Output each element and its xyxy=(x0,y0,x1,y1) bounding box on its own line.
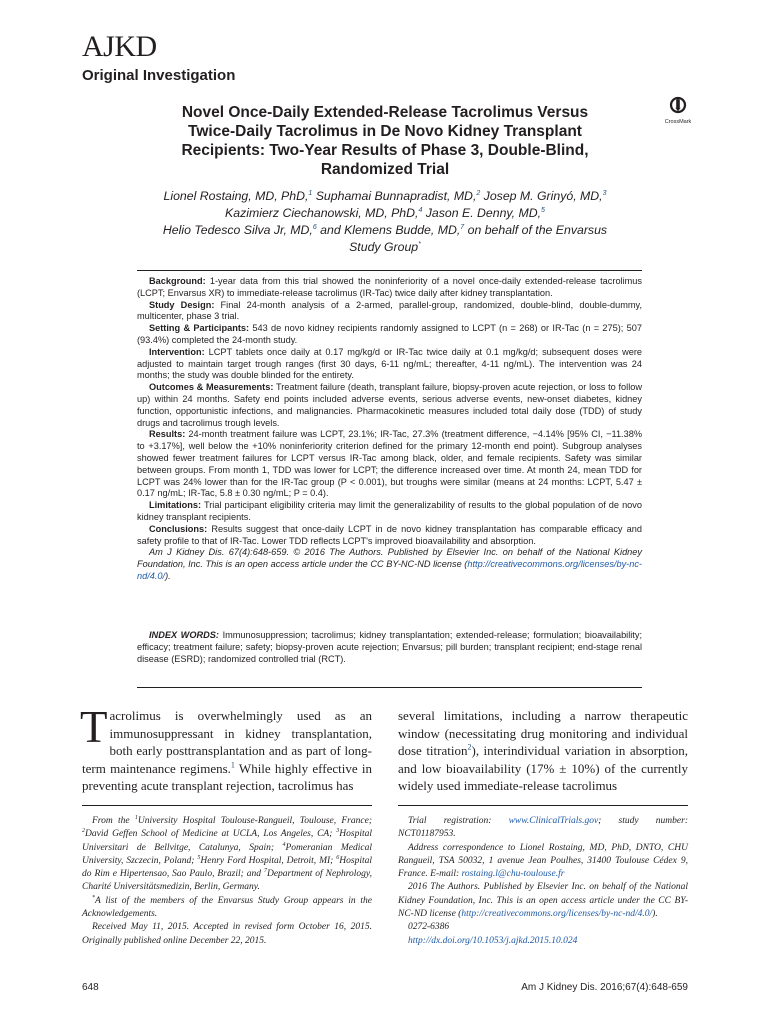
abstract-text: Results suggest that once-daily LCPT in de novo kidney transplantation has comparable efficacy and safety profile to that of IR-Tac. Lower TDD reflects LCPT's improved bioavailability and absorption. xyxy=(137,523,642,546)
journal-logo: AJKD xyxy=(82,30,157,63)
affiliation-ref[interactable]: 5 xyxy=(541,206,545,214)
body-text: ), interindividual variation in absorption, and low bioavailability (17% ± 10%) of the currently widely used immediate-release tacrolimus xyxy=(398,743,688,794)
abstract-label: Intervention: xyxy=(149,346,205,357)
affiliation-number: 1 xyxy=(134,814,138,821)
abstract-text: Treatment failure (death, transplant failure, biopsy-proven acute rejection, or loss to follow up) within 24 months. Safety end points included adverse events, serious adverse events, new-onset diabetes, kidney function, opportunistic infections, and malignancies. Pharmacokinetic measures included total daily dose (TDD) of study drugs and tacrolimus trough levels. xyxy=(137,382,642,428)
page-number: 648 xyxy=(82,982,99,993)
crossmark-badge[interactable] xyxy=(660,96,696,125)
index-words-paragraph xyxy=(137,630,642,665)
affiliation-ref[interactable]: 6 xyxy=(312,223,317,231)
abstract-text: 543 de novo kidney recipients randomly assigned to LCPT (n = 268) or IR-Tac (n = 275); 507 (93.4%) completed the 24-month study. xyxy=(137,323,642,345)
email-link[interactable]: rostaing.l@chu-toulouse.fr xyxy=(461,869,565,880)
abstract-setting xyxy=(137,323,642,347)
index-words-text: Immunosuppression; tacrolimus; kidney transplantation; extended-release; formulation; bioavailability; efficacy; treatment failure; safety; biopsy-proven acute rejection; Envarsus; pill burden; transplant recipient; end-stage renal disease (ESRD); randomized controlled trial (RCT). xyxy=(137,630,643,664)
abstract-text: LCPT tablets once daily at 0.17 mg/kg/d or IR-Tac twice daily at 0.1 mg/kg/d; subsequent doses were adjusted to maintain target trough ranges (first 30 days, 6-11 ng/mL; thereafter, 4-11 ng/mL). The intervention was 24 months; the study was double blinded for the entirety. xyxy=(137,346,642,381)
affiliation-number: 7 xyxy=(263,868,267,875)
affiliation-text: Department of Nephrology, Charité Universitätsmedizin, Berlin, Germany. xyxy=(82,869,373,893)
affiliation-number: 5 xyxy=(197,854,201,861)
abstract-label: Limitations: xyxy=(149,500,202,511)
author-name: and Klemens Budde, MD, xyxy=(316,223,461,237)
doi-link[interactable]: http://dx.doi.org/10.1053/j.ajkd.2015.10.024 xyxy=(408,935,578,946)
title-line: Novel Once-Daily Extended-Release Tacrolimus Versus xyxy=(181,104,589,121)
affiliation-text: Hospital Universitari de Bellvitge, Catalunya, Spain; xyxy=(82,829,372,853)
reference-link[interactable]: 2 xyxy=(467,742,472,752)
author-name: Helio Tedesco Silva Jr, MD, xyxy=(162,223,313,237)
study-group-ref[interactable]: * xyxy=(418,240,421,248)
article-title xyxy=(130,103,640,179)
author-line xyxy=(120,188,650,205)
affiliation-ref[interactable]: 3 xyxy=(602,189,607,197)
study-group-note xyxy=(82,895,372,922)
correspondence xyxy=(398,842,688,882)
affiliation-number: 2 xyxy=(82,828,85,835)
clinicaltrials-link[interactable]: www.ClinicalTrials.gov xyxy=(508,816,599,826)
affiliation-number: 6 xyxy=(336,854,340,861)
footnote-divider xyxy=(82,805,372,806)
affiliation-text: Hospital do Rim e Hipertensao, Sao Paulo, Brazil; and xyxy=(82,855,372,880)
citation-text: Am J Kidney Dis. 67(4):648-659. © 2016 The Authors. Published by Elsevier Inc. on behalf of the National Kidney Foundation, Inc. This is an open access article under the CC BY-NC-ND license ( xyxy=(137,547,642,570)
affiliation-ref[interactable]: 2 xyxy=(476,189,481,197)
license-link[interactable]: http://creativecommons.org/licenses/by-nc-nd/4.0/ xyxy=(137,559,642,581)
abstract-label: Conclusions: xyxy=(149,523,208,534)
trial-suffix: ; study number: NCT01187953. xyxy=(398,816,688,840)
author-name: Study Group xyxy=(349,240,419,254)
affiliation-number: 4 xyxy=(282,841,286,848)
affiliations xyxy=(82,815,372,895)
affiliations-prefix: From the xyxy=(92,816,135,826)
study-group-marker: * xyxy=(92,894,95,901)
body-text: While highly effective in preventing acute transplant rejection, tacrolimus has xyxy=(82,760,372,794)
title-line: Twice-Daily Tacrolimus in De Novo Kidney Transplant xyxy=(188,123,582,140)
author-line xyxy=(120,239,650,256)
abstract-background xyxy=(137,276,642,300)
study-group-text: A list of the members of the Envarsus Study Group appears in the Acknowledgements. xyxy=(82,895,372,920)
abstract-label: Results: xyxy=(149,429,186,440)
license-text: 2016 The Authors. Published by Elsevier Inc. on behalf of the National Kidney Foundation, Inc. This is an open access article under the CC BY-NC-ND license ( xyxy=(398,882,688,920)
issn: 0272-6386 xyxy=(408,922,450,933)
author-name: Jason E. Denny, MD, xyxy=(422,206,542,220)
author-name: Kazimierz Ciechanowski, MD, PhD, xyxy=(225,206,419,220)
abstract-citation xyxy=(137,547,642,582)
affiliation-ref[interactable]: 4 xyxy=(418,206,423,214)
trial-prefix: Trial registration: xyxy=(408,816,509,826)
author-name: Suphamai Bunnapradist, MD, xyxy=(312,189,477,203)
license-link[interactable]: http://creativecommons.org/licenses/by-nc-nd/4.0/ xyxy=(461,909,653,920)
license-end: ). xyxy=(652,909,658,920)
author-list xyxy=(120,188,650,256)
abstract-results xyxy=(137,429,642,500)
affiliation-text: University Hospital Toulouse-Rangueil, Toulouse, France; xyxy=(137,816,372,826)
index-words-label: INDEX WORDS: xyxy=(149,630,219,640)
abstract xyxy=(137,276,642,583)
footnotes-right xyxy=(398,815,688,948)
footnotes-left xyxy=(82,815,372,948)
author-name: Josep M. Grinyó, MD, xyxy=(480,189,603,203)
running-citation: Am J Kidney Dis. 2016;67(4):648-659 xyxy=(521,982,688,993)
affiliation-number: 3 xyxy=(336,828,340,835)
trial-registration xyxy=(398,815,688,842)
affiliation-text: Henry Ford Hospital, Detroit, MI; xyxy=(200,855,337,866)
author-line xyxy=(120,222,650,239)
abstract-text: Trial participant eligibility criteria may limit the generalizability of results to the global population of de novo kidney transplant recipients. xyxy=(137,500,642,522)
crossmark-icon xyxy=(669,96,687,114)
footnote-divider xyxy=(398,805,688,806)
affiliation-ref[interactable]: 7 xyxy=(460,223,465,231)
author-name: Lionel Rostaing, MD, PhD, xyxy=(163,189,309,203)
abstract-study-design xyxy=(137,300,642,324)
body-column-right xyxy=(398,707,688,795)
crossmark-label: CrossMark xyxy=(664,119,692,125)
abstract-intervention xyxy=(137,347,642,382)
received-dates: Received May 11, 2015. Accepted in revised form October 16, 2015. Originally published online December 22, 2015. xyxy=(82,922,372,946)
body-text: several limitations, including a narrow therapeutic window (necessitating drug monitoring and individual dose titration xyxy=(398,708,688,759)
title-line: Recipients: Two-Year Results of Phase 3, Double-Blind, xyxy=(181,142,589,159)
abstract-label: Study Design: xyxy=(149,299,215,310)
title-line: Randomized Trial xyxy=(320,161,450,178)
index-words xyxy=(137,630,642,665)
affiliation-text: David Geffen School of Medicine at UCLA, Los Angeles, CA; xyxy=(85,829,337,840)
author-name: on behalf of the Envarsus xyxy=(464,223,608,237)
abstract-label: Setting & Participants: xyxy=(149,323,250,334)
abstract-outcomes xyxy=(137,382,642,429)
reference-link[interactable]: 1 xyxy=(230,760,235,770)
abstract-text: 1-year data from this trial showed the noninferiority of a novel once-daily extended-release tacrolimus (LCPT; Envarsus XR) to immediate-release tacrolimus (IR-Tac) twice daily after kidney transplantation. xyxy=(137,276,642,298)
body-column-left xyxy=(80,702,372,795)
abstract-label: Background: xyxy=(149,276,206,286)
address-text: Address correspondence to Lionel Rostaing, MD, PhD, DNTO, CHU Rangueil, TSA 50032, 1 avenue Jean Poulhes, 31400 Toulouse Cédex 9, France. E-mail: xyxy=(398,842,688,880)
abstract-limitations xyxy=(137,500,642,524)
abstract-text: Final 24-month analysis of a 2-armed, parallel-group, randomized, double-blind, double-dummy, multicenter, phase 3 trial. xyxy=(137,299,642,322)
section-label: Original Investigation xyxy=(82,67,236,84)
affiliation-ref[interactable]: 1 xyxy=(308,189,313,197)
abstract-text: 24-month treatment failure was LCPT, 23.1%; IR-Tac, 27.3% (treatment difference, −4.14% [95% CI, −11.38% to +3.17%], well below the +10% noninferiority criterion defined for the primary 12-month end point). Subgroup analyses showed fewer treatment failures for LCPT versus IR-Tac among black, older, and female recipients. Safety was similar between groups. From month 1, TDD was lower for LCPT; the difference increased over time. At month 24, mean TDD for LCPT was 24% lower than for the IR-Tac group (P < 0.001), but troughs were similar (means at 24 months: LCPT, 5.47 ± 0.17 ng/mL; IR-Tac, 5.8 ± 0.30 ng/mL; P = 0.4). xyxy=(137,429,642,499)
citation-end: ). xyxy=(165,570,171,581)
body-text: acrolimus is overwhelmingly used as an immunosuppressant in kidney transplantation, both early posttransplantation and as part of long-term maintenance regimens. xyxy=(82,708,372,776)
affiliation-text: Pomeranian Medical University, Szczecin, Poland; xyxy=(82,842,372,866)
abstract-label: Outcomes & Measurements: xyxy=(149,382,274,393)
abstract-conclusions xyxy=(137,524,642,548)
drop-cap: T xyxy=(80,702,108,752)
license-note xyxy=(398,881,688,921)
author-line xyxy=(120,205,650,222)
